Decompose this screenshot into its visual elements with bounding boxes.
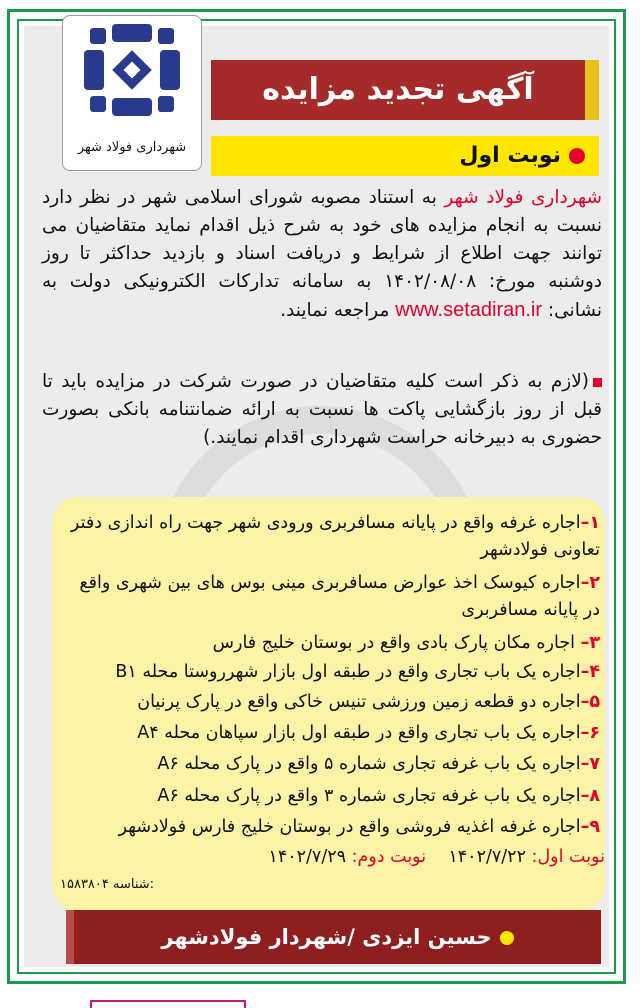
- first-turn-date: ۱۴۰۲/۷/۲۲: [448, 847, 526, 867]
- intro-text-2: مراجعه نمایند.: [280, 300, 396, 321]
- list-item: ۸–اجاره یک باب غرفه تجاری شماره ۳ واقع در پارک محله A۶: [157, 786, 600, 806]
- list-item: ۱–اجاره غرفه واقع در پایانه مسافربری ورودی شهر جهت راه اندازی دفتر تعاونی فولادشهر: [70, 513, 600, 560]
- list-item: ۷–اجاره یک باب غرفه تجاری شماره ۵ واقع در پارک محله A۶: [157, 754, 600, 774]
- ad-id: [60, 877, 605, 892]
- signatory: حسین ایزدی /شهردار فولادشهر: [161, 925, 492, 949]
- list-item: ۶–اجاره یک باب تجاری واقع در طبقه اول بازار سپاهان محله A۴: [137, 723, 600, 743]
- ad-id-label: شناسه:: [113, 877, 155, 892]
- note-paragraph: [42, 368, 602, 488]
- note-text: (لازم به ذکر است کلیه متقاضیان در صورت شرکت در مزایده باید تا قبل از روز بازگشایی پاکت ها نسبت به ارائه ضمانتنامه بانکی بصورت حضوری به دبیرخانه حراست شهرداری اقدام نمایند.): [42, 371, 602, 448]
- list-item: ۵–اجاره دو قطعه زمین ورزشی تنیس خاکی واقع در پارک پرنیان: [137, 692, 600, 712]
- org-name: شهرداری فولاد شهر: [444, 187, 602, 208]
- turn-label: [211, 136, 599, 176]
- signature-bar: [66, 910, 601, 964]
- bottom-tab: [90, 1000, 246, 1008]
- list-item: ۲–اجاره کیوسک اخذ عوارض مسافربری مینی بوس های بین شهری واقع در پایانه مسافربری: [79, 573, 600, 620]
- turn-text: نوبت اول: [459, 143, 561, 168]
- website-link[interactable]: www.setadiran.ir: [395, 299, 543, 321]
- list-item: ۹–اجاره غرفه اغذیه فروشی واقع در بوستان خلیج فارس فولادشهر: [118, 817, 600, 837]
- page-title: آگهی تجدید مزایده: [211, 60, 599, 120]
- second-turn-label: نوبت دوم:: [351, 847, 427, 867]
- red-dot-icon: [569, 148, 585, 164]
- publication-dates: [60, 847, 605, 867]
- ad-id-value: ۱۵۸۳۸۰۴: [60, 877, 109, 892]
- red-square-icon: [593, 378, 602, 387]
- list-item: ۴–اجاره یک باب تجاری واقع در طبقه اول بازار شهرروستا محله B۱: [115, 662, 600, 682]
- second-turn-date: ۱۴۰۲/۷/۲۹: [268, 847, 347, 867]
- yellow-dot-icon: [500, 931, 514, 945]
- first-turn-label: نوبت اول:: [531, 847, 605, 867]
- logo-caption: شهرداری فولاد شهر: [77, 140, 187, 155]
- intro-text-1: به استناد مصوبه شورای اسلامی شهر در نظر دارد نسبت به انجام مزایده های خود به شرح ذیل اقدام نماید متقاضیان می توانند جهت اطلاع از شرایط و دریافت اسناد و بازدید حداکثر تا روز دوشنبه مورخ: ۱۴۰۲/۰۸/۰۸ به سامانه تدارکات الکترونیکی دولت به نشانی:: [42, 187, 602, 321]
- logo-emblem-icon: [80, 20, 184, 130]
- list-item: ۳– اجاره مکان پارک بادی واقع در بوستان خلیج فارس: [212, 633, 600, 653]
- intro-paragraph: [42, 184, 602, 364]
